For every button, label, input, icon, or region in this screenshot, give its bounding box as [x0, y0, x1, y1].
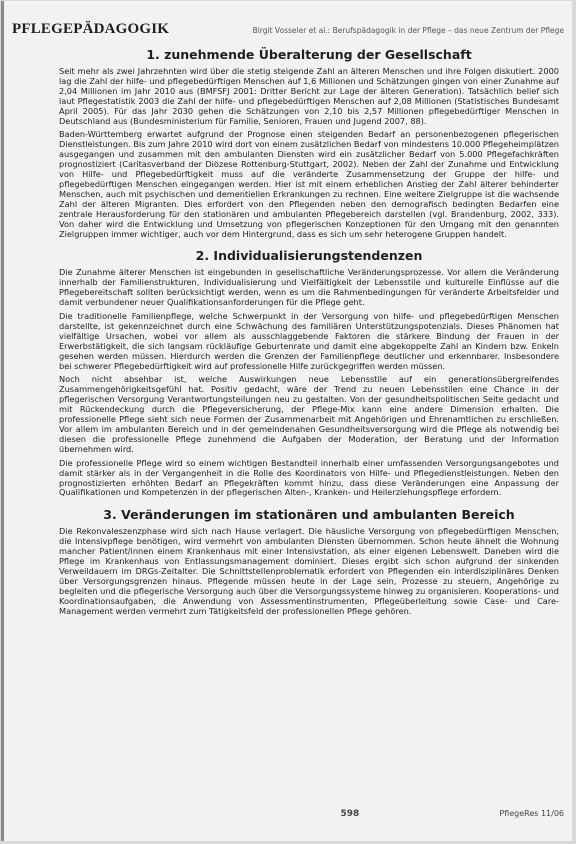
issue-label: PflegeRes 11/06: [499, 809, 564, 818]
paragraph: Die traditionelle Familienpflege, welche Schwerpunkt in der Versorgung von hilfe- und pflegebedürftigen Menschen darstellte, ist gekennzeichnet durch eine Schwächung des familiären Unterstützungspotenzials. Dieses Phänomen hat vielfältige Ursachen, wobei vor allem als ausschlaggebende Faktoren die stärkere Bindung der Frauen in der Erwerbstätigkeit, die sich langsam rückläufige Geburtenrate und damit eine abgekoppelte Zahl an Kindern bzw. Enkeln gesehen werden müssen. Hierdurch werden die Grenzen der Familienpflege deutlicher und erkennbarer. Insbesondere bei schwerer Pflegebedürftigkeit wird auf professionelle Hilfe zurückgegriffen werden müssen.: [59, 311, 559, 371]
section-1: [59, 47, 559, 239]
page-number: 598: [340, 809, 360, 819]
section-heading: 2. Individualisierungstendenzen: [195, 248, 423, 264]
page-header: [12, 21, 564, 39]
paragraph: Baden-Württemberg erwartet aufgrund der Prognose einen steigenden Bedarf an personenbezogenen pflegerischen Dienstleistungen. Bis zum Jahre 2010 wird dort von einem zusätzlichen Bedarf von mindestens 10.000 Pflegeheimplätzen ausgegangen und zusammen mit den ambulanten Diensten wird ein zusätzlicher Bedarf von 5.000 Pflegefachkräften prognostiziert (Caritasverband der Diözese Rottenburg-Stuttgart, 2002). Neben der Zahl der Zunahme und Entwicklung von Hilfe- und Pflegebedürftigkeit muss auf die veränderte Zusammensetzung der Gruppe der hilfe- und pflegebedürftigen Menschen eingegangen werden. Hier ist mit einem erheblichen Anstieg der Zahl älterer behinderter Menschen, auch mit psychischen und dementiellen Erkrankungen zu rechnen. Eine weitere Zielgruppe ist die wachsende Zahl der älteren Migranten. Dies erfordert von den Pflegenden neben den demografisch bedingten Bedarfen eine zentrale Herausforderung für den stationären und ambulanten Pflegebereich darstellen (vgl. Brandenburg, 2002, 333). Von daher wird die Entwicklung und Umsetzung von pflegerischen Konzeptionen für den Umgang mit den genannten Zielgruppen immer wichtiger, auch vor dem Hintergrund, dass es sich um sehr heterogene Gruppen handelt.: [59, 129, 559, 239]
journal-brand: PFLEGEPÄDAGOGIK: [12, 21, 170, 37]
section-3: [59, 507, 559, 616]
document-page: [4, 1, 572, 841]
running-title: Birgit Vosseler et al.: Berufspädagogik in der Pflege – das neue Zentrum der Pflege: [252, 26, 564, 35]
paragraph: Seit mehr als zwei Jahrzehnten wird über die stetig steigende Zahl an älteren Menschen und ihre Folgen diskutiert. 2000 lag die Zahl der hilfe- und pflegebedürftigen Menschen auf 1,6 Millionen und Schätzungen gingen von einer Zunahme auf 2,04 Millionen im Jahr 2010 aus (BMFSFJ 2001: Dritter Bericht zur Lage der älteren Generation). Tatsächlich belief sich laut Pflegestatistik 2003 die Zahl der hilfe- und pflegebedürftigen Menschen auf 2,08 Millionen (Statistisches Bundesamt April 2005). Für das Jahr 2030 gehen die Schätzungen von 2,10 bis 2,57 Millionen pflegebedürftiger Menschen in Deutschland aus (Bundesministerium für Familie, Senioren, Frauen und Jugend 2007, 88).: [59, 66, 559, 126]
section-2: [59, 248, 559, 498]
section-heading: 3. Veränderungen im stationären und ambulanten Bereich: [103, 507, 515, 523]
article-body: [59, 47, 559, 617]
section-heading: 1. zunehmende Überalterung der Gesellschaft: [146, 47, 472, 62]
page-footer: [12, 809, 564, 819]
paragraph: Die Zunahme älterer Menschen ist eingebunden in gesellschaftliche Veränderungsprozesse. Vor allem die Veränderung innerhalb der Familienstrukturen, Individualisierung und Vielfältigkeit der Lebensstile und kulturelle Einflüsse auf die Pflegebereitschaft sollten berücksichtigt werden, wenn es um die Rahmenbedingungen für veränderte Arbeitsfelder und damit verbundener neuer Qualifikationsanforderungen für die Pflege geht.: [59, 267, 559, 308]
paragraph: Die professionelle Pflege wird so einem wichtigen Bestandteil innerhalb einer umfassenden Versorgungsangebotes und damit stärker als in der Vergangenheit in die Rolle des Koordinators von Hilfe- und Pflegedienstleistungen. Neben den prognostizierten erhöhten Bedarf an Pflegekräften kommt hinzu, dass diese Veränderungen eine Anpassung der Qualifikationen und Kompetenzen in der pflegerischen Alten-, Kranken- und Heilerziehungspflege erfordern.: [59, 457, 559, 498]
paragraph: Noch nicht absehbar ist, welche Auswirkungen neue Lebensstile auf ein generationsübergreifendes Zusammengehörigkeitsgefühl hat. Positiv gedacht, wäre der Trend zu neuen Lebensstilen eine Chance in der pflegerischen Versorgung Verantwortungsteilungen neu zu gestalten. Von der gesundheitspolitischen Seite gedacht und mit Rückendeckung durch die Pflegeversicherung, der Pflege-Mix kann eine andere Dimension erhalten. Die professionelle Pflege sieht sich neue Formen der Zusammenarbeit mit Angehörigen und Ehrenamtlichen zu erschließen. Vor allem im ambulanten Bereich und in der gemeindenahen Gesundheitsversorgung wird die Pflege als notwendig bei diesen die professionelle Pflege zunehmend die Aufgaben der Moderation, der Beratung und der Information übernehmen wird.: [59, 374, 559, 454]
paragraph: Die Rekonvaleszenzphase wird sich nach Hause verlagert. Die häusliche Versorgung von pflegebedürftigen Menschen, die Intensivpflege benötigen, wird vermehrt von ambulanten Diensten übernommen. Schon heute ähnelt die Wohnung mancher Patient/innen einem Krankenhaus mit einer Intensivstation, als einer eigenen Lebenswelt. Daneben wird die Pflege im Krankenhaus von Entlassungsmanagement dominiert. Dieses ergibt sich schon aufgrund der sinkenden Verweildauern im DRGs-Zeitalter. Die Schnittstellenproblematik erfordert von Pflegenden ein interdisziplinäres Denken über Versorgungsgrenzen hinaus. Pflegende müssen heute in der Lage sein, Prozesse zu steuern, Angehörige zu begleiten und die pflegerische Versorgung auch über die Versorgungssysteme hinweg zu organisieren. Kooperations- und Koordinationsaufgaben, die Anwendung von Assessmentinstrumenten, Pflegeüberleitung sowie Case- und Care-Management werden vermehrt zum Tätigkeitsfeld der professionellen Pflege gehören.: [59, 526, 559, 616]
